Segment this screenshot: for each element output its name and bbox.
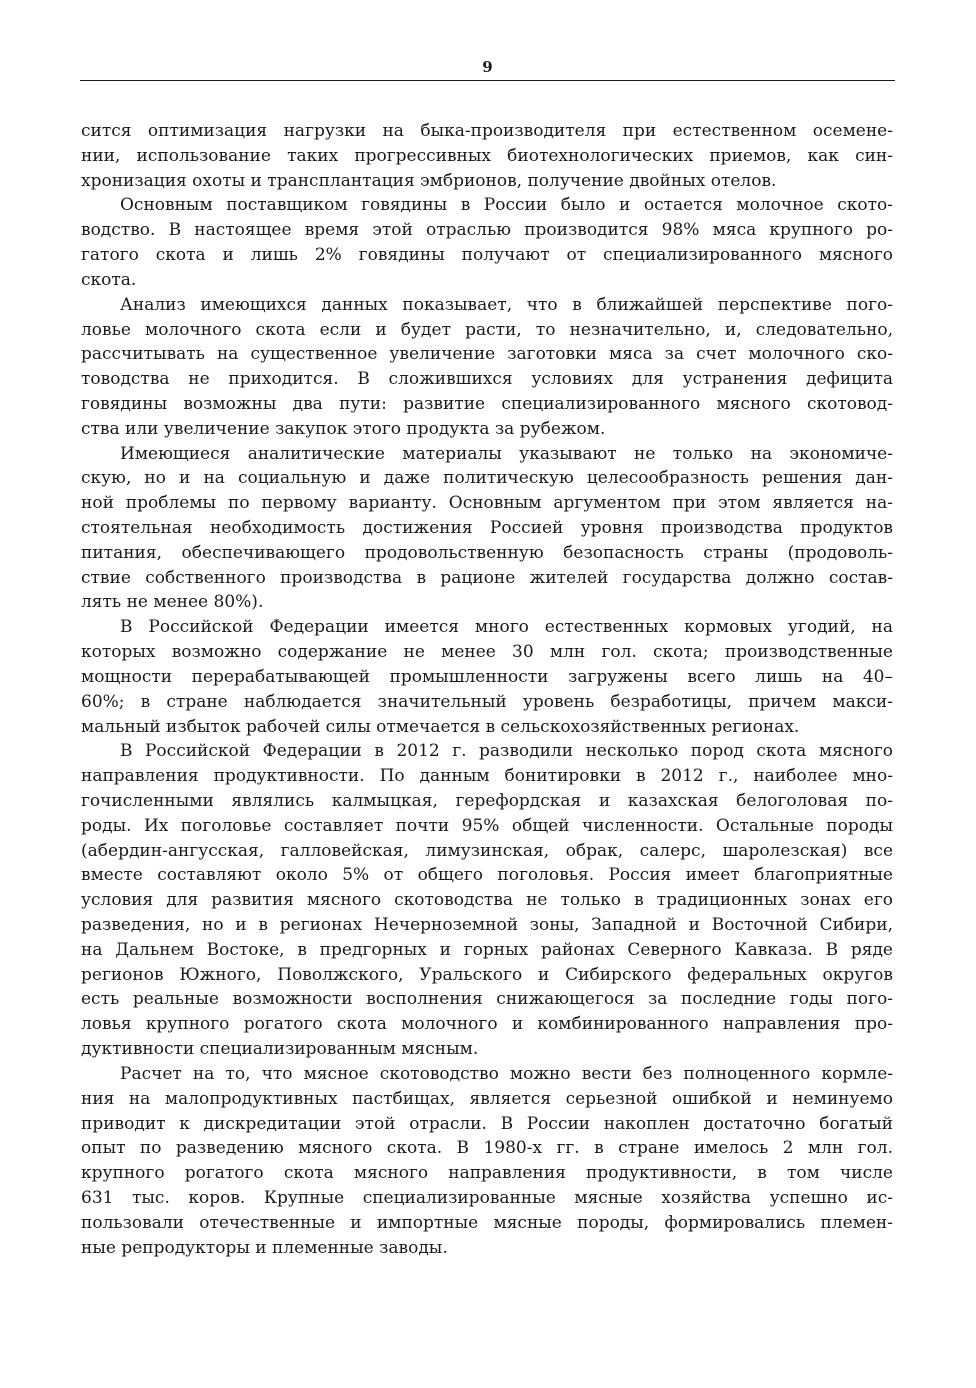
text-line: В Российской Федерации имеется много естественных кормовых угодий, на — [120, 617, 893, 638]
text-line: стоятельная необходимость достижения Россией уровня производства продуктов — [81, 518, 893, 538]
paragraph — [81, 739, 893, 1062]
paragraph — [81, 193, 893, 292]
text-line: Основным поставщиком говядины в России было и остается молочное ското- — [120, 195, 893, 216]
text-line: ния на малопродуктивных пастбищах, является серьезной ошибкой и неминуемо — [81, 1088, 893, 1109]
text-line: скота. — [81, 269, 137, 290]
text-line: питания, обеспечивающего продовольственную безопасность страны (продоволь- — [81, 542, 893, 563]
page-header — [80, 52, 895, 81]
text-line: гатого скота и лишь 2% говядины получают от специализированного мясного — [81, 245, 893, 266]
text-line: направления продуктивности. По данным бонитировки в 2012 г., наиболее мно- — [81, 766, 893, 787]
text-line: нии, использование таких прогрессивных биотехнологических приемов, как син- — [81, 145, 893, 166]
paragraph — [81, 615, 893, 739]
text-line: ствие собственного производства в рационе жителей государства должно состав- — [81, 567, 893, 588]
text-line: рассчитывать на существенное увеличение заготовки мяса за счет молочного ско- — [81, 344, 893, 365]
text-line: мощности перерабатывающей промышленности загружены всего лишь на 40– — [81, 666, 893, 687]
text-line: которых возможно содержание не менее 30 млн гол. скота; производственные — [81, 642, 893, 663]
paragraph — [81, 1062, 893, 1261]
text-line: ные репродукторы и племенные заводы. — [81, 1237, 448, 1258]
text-line: лять не менее 80%). — [81, 592, 264, 613]
text-line: ной проблемы по первому варианту. Основным аргументом при этом является на- — [81, 493, 893, 514]
text-line: на Дальнем Востоке, в предгорных и горных районах Северного Кавказа. В ряде — [81, 939, 893, 960]
text-line: вместе составляют около 5% от общего поголовья. Россия имеет благоприятные — [81, 865, 893, 886]
text-line: гочисленными являлись калмыцкая, герефордская и казахская белоголовая по- — [81, 790, 893, 811]
text-line: 60%; в стране наблюдается значительный уровень безработицы, причем макси- — [81, 691, 893, 712]
text-line: есть реальные возможности восполнения снижающегося за последние годы пого- — [81, 989, 893, 1010]
text-line: ловье молочного скота если и будет расти, то незначительно, и, следовательно, — [81, 319, 893, 340]
paragraph — [81, 442, 893, 616]
text-line: роды. Их поголовье составляет почти 95% общей численности. Остальные породы — [81, 815, 893, 836]
paragraph — [81, 293, 893, 442]
text-line: приводит к дискредитации этой отрасли. В России накоплен достаточно богатый — [81, 1113, 893, 1134]
text-line: В Российской Федерации в 2012 г. разводили несколько пород скота мясного — [120, 741, 893, 762]
text-line: говядины возможны два пути: развитие специализированного мясного скотовод- — [81, 393, 893, 414]
text-line: (абердин-ангусская, галловейская, лимузинская, обрак, салерс, шаролезская) все — [81, 840, 893, 861]
text-line: товодства не приходится. В сложившихся условиях для устранения дефицита — [81, 369, 893, 390]
page-number: 9 — [482, 58, 493, 76]
paragraph — [81, 119, 893, 193]
text-line: разведения, но и в регионах Нечерноземной зоны, Западной и Восточной Сибири, — [81, 915, 893, 935]
text-line: Анализ имеющихся данных показывает, что в ближайшей перспективе пого- — [120, 294, 893, 315]
text-line: дуктивности специализированным мясным. — [81, 1039, 479, 1060]
text-line: ства или увеличение закупок этого продукта за рубежом. — [81, 418, 606, 439]
text-line: водство. В настоящее время этой отраслью производится 98% мяса крупного ро- — [81, 220, 893, 241]
text-line: условия для развития мясного скотоводства не только в традиционных зонах его — [81, 890, 893, 911]
text-line: опыт по разведению мясного скота. В 1980-х гг. в стране имелось 2 млн гол. — [81, 1138, 893, 1159]
text-line: мальный избыток рабочей силы отмечается в сельскохозяйственных регионах. — [81, 716, 800, 737]
text-line: сится оптимизация нагрузки на быка-производителя при естественном осемене- — [81, 121, 893, 141]
body-text — [81, 119, 893, 1260]
text-line: регионов Южного, Поволжского, Уральского и Сибирского федеральных округов — [81, 964, 893, 985]
text-line: пользовали отечественные и импортные мясные породы, формировались племен- — [81, 1212, 893, 1233]
text-line: хронизация охоты и трансплантация эмбрионов, получение двойных отелов. — [81, 170, 777, 191]
text-line: 631 тыс. коров. Крупные специализированные мясные хозяйства успешно ис- — [81, 1187, 893, 1208]
text-line: крупного рогатого скота мясного направления продуктивности, в том числе — [81, 1163, 893, 1184]
text-line: ловья крупного рогатого скота молочного и комбинированного направления про- — [81, 1014, 893, 1035]
text-line: скую, но и на социальную и даже политическую целесообразность решения дан- — [81, 468, 893, 489]
text-line: Имеющиеся аналитические материалы указывают не только на экономиче- — [120, 443, 893, 464]
text-line: Расчет на то, что мясное скотоводство можно вести без полноценного кормле- — [120, 1063, 893, 1084]
